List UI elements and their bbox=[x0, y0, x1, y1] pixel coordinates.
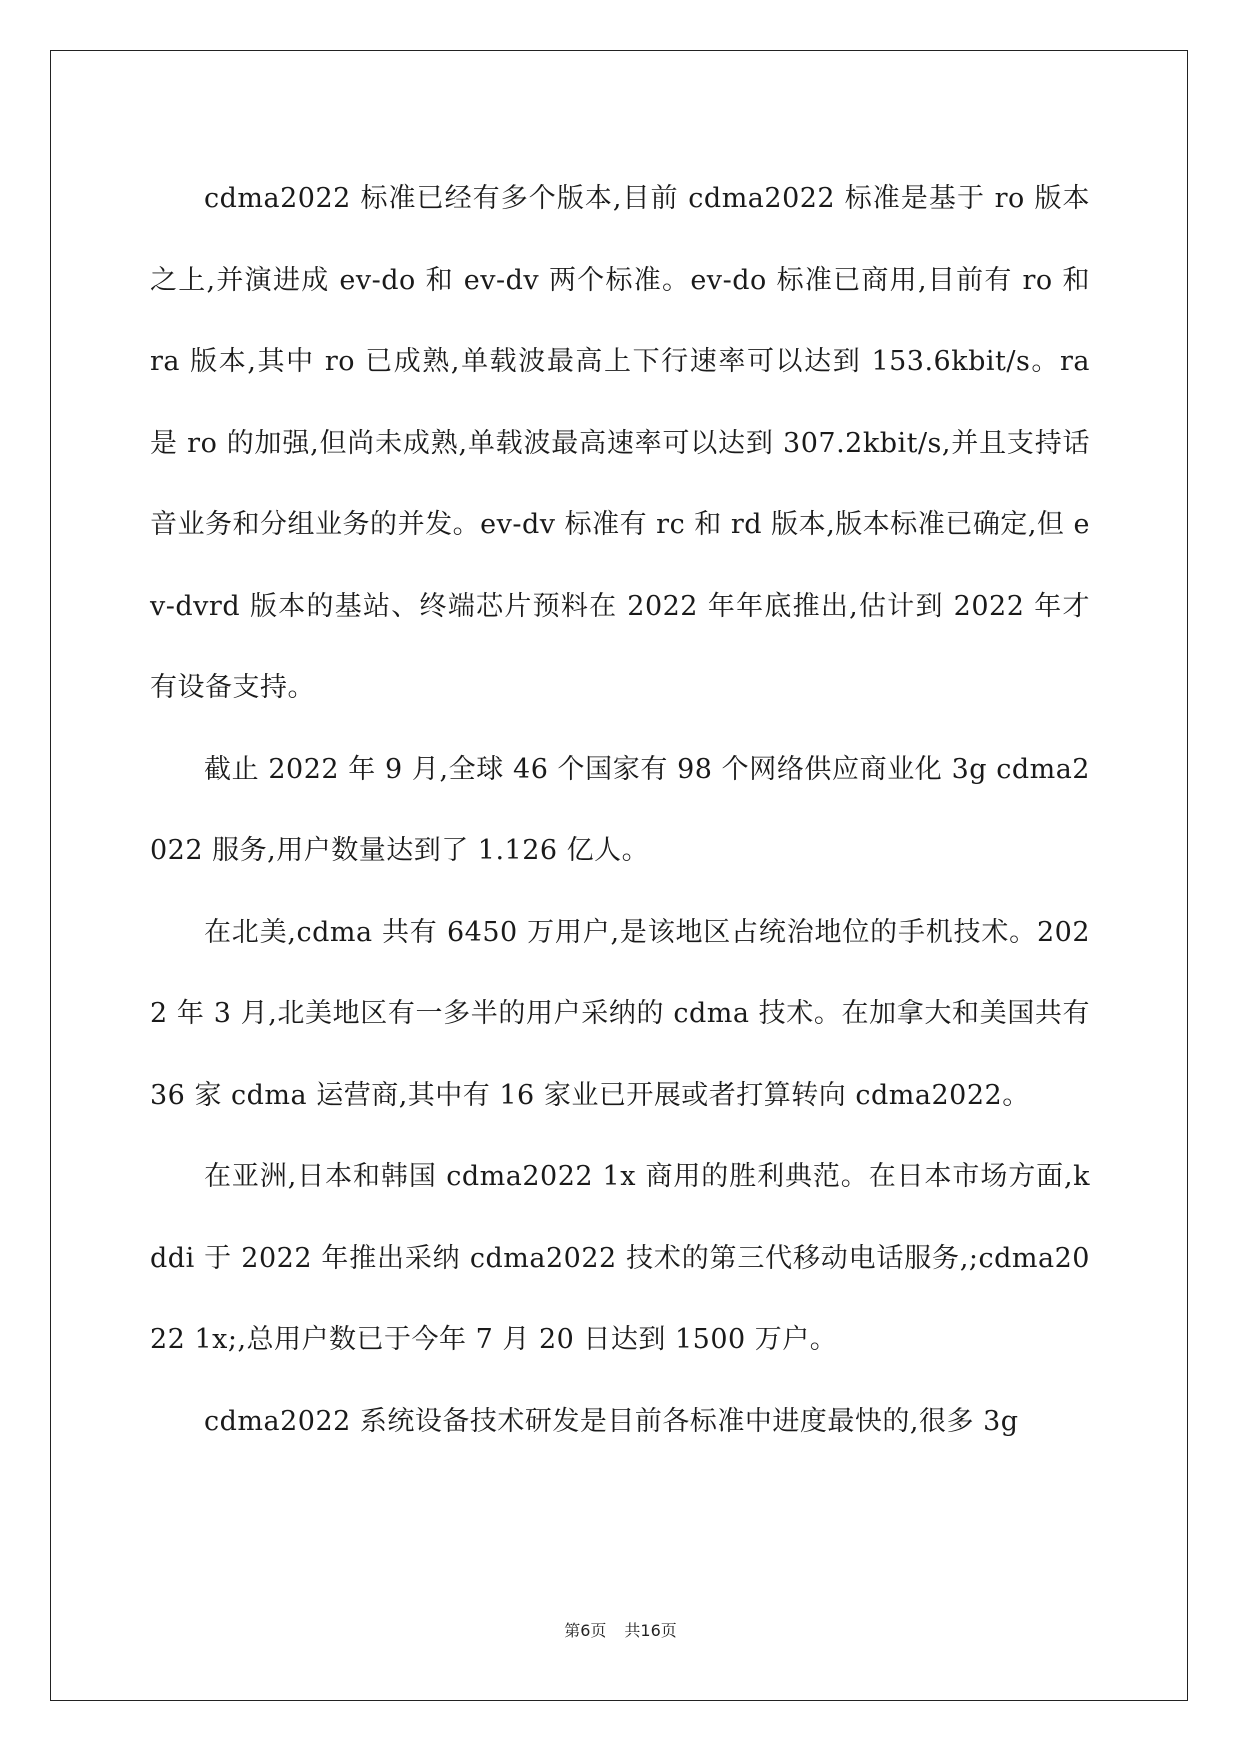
paragraph-cdma2022-versions: cdma2022 标准已经有多个版本,目前 cdma2022 标准是基于 ro 版本之上,并演进成 ev-do 和 ev-dv 两个标准。ev-do 标准已商用,目前有 ro 和 ra 版本,其中 ro 已成熟,单载波最高上下行速率可以达到 153.6kbit/s。ra 是 ro 的加强,但尚未成熟,单载波最高速率可以达到 307.2kbit/s,并且支持话音业务和分组业务的并发。ev-dv 标准有 rc 和 rd 版本,版本标准已确定,但 ev-dvrd 版本的基站、终端芯片预料在 2022 年年底推出,估计到 2022 年才有设备支持。 bbox=[150, 183, 1090, 703]
total-page-count: 共16页 bbox=[624, 1621, 677, 1640]
paragraph-north-america: 在北美,cdma 共有 6450 万用户,是该地区占统治地位的手机技术。2022 年 3 月,北美地区有一多半的用户采纳的 cdma 技术。在加拿大和美国共有 36 家 cdma 运营商,其中有 16 家业已开展或者打算转向 cdma2022。 bbox=[150, 916, 1090, 1111]
paragraph-global-users: 截止 2022 年 9 月,全球 46 个国家有 98 个网络供应商业化 3g cdma2022 服务,用户数量达到了 1.126 亿人。 bbox=[150, 753, 1090, 866]
page-footer bbox=[0, 1618, 1241, 1641]
document-body bbox=[150, 158, 1090, 1462]
paragraph-asia: 在亚洲,日本和韩国 cdma2022 1x 商用的胜利典范。在日本市场方面,kddi 于 2022 年推出采纳 cdma2022 技术的第三代移动电话服务,;cdma2022 1x;,总用户数已于今年 7 月 20 日达到 1500 万户。 bbox=[150, 1161, 1090, 1355]
paragraph-system-equipment: cdma2022 系统设备技术研发是目前各标准中进度最快的,很多 3g bbox=[204, 1405, 1019, 1437]
current-page-number: 第6页 bbox=[564, 1621, 607, 1640]
